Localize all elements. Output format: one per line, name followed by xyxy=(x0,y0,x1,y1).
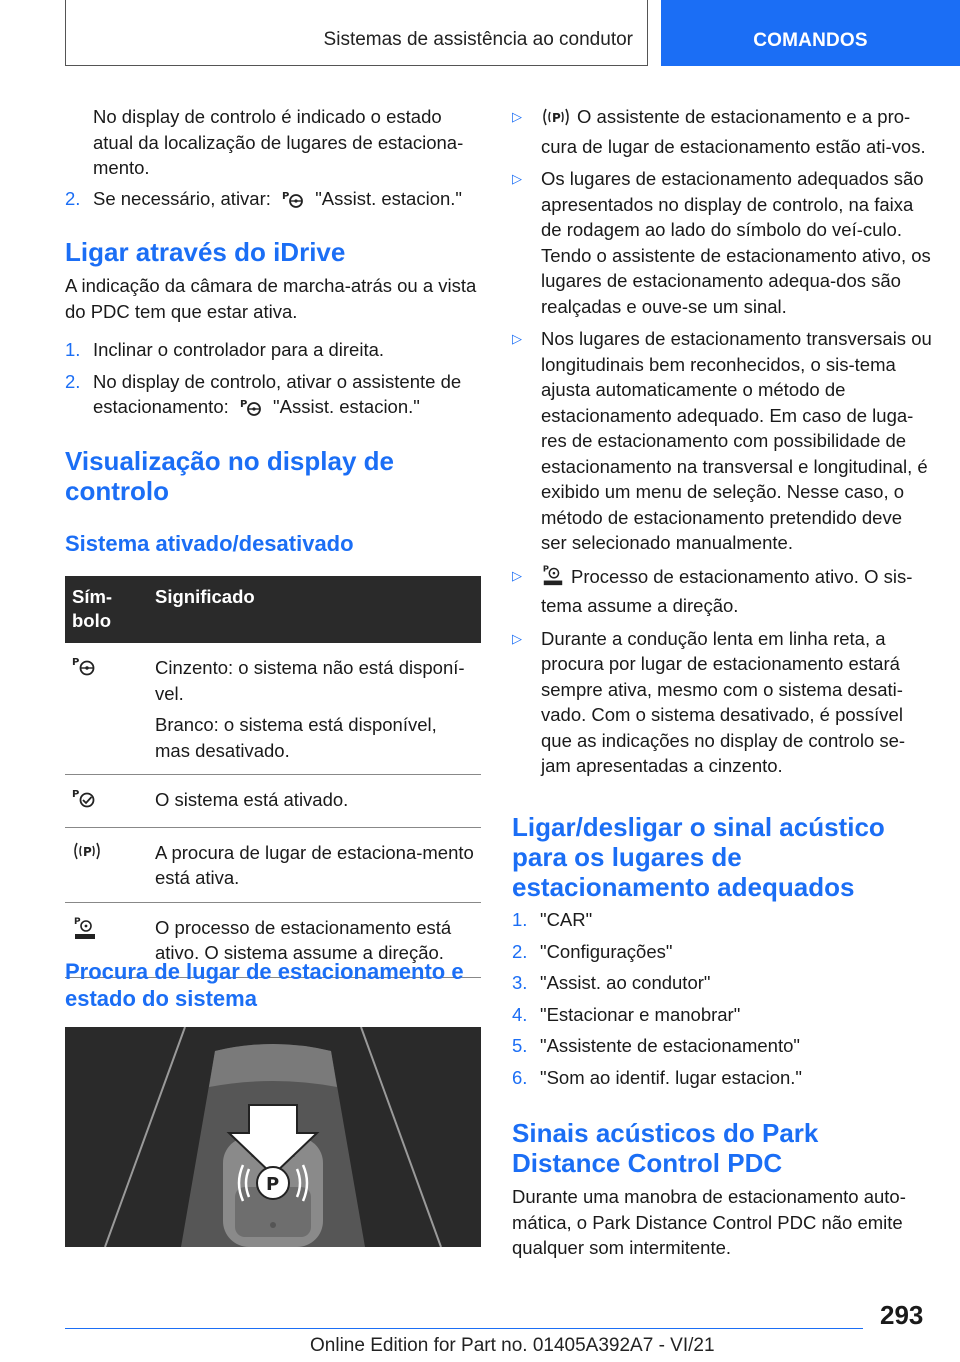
symbol-cell xyxy=(65,775,148,828)
symbol-cell xyxy=(65,827,148,902)
step-number: 1. xyxy=(512,909,528,930)
footer-edition: Online Edition for Part no. 01405A392A7 - VI/21 xyxy=(310,1335,715,1356)
parking-auto-icon xyxy=(541,563,565,594)
step-text: "Configurações" xyxy=(540,940,673,962)
meaning-line: Branco: o sistema está disponível, mas desativado. xyxy=(155,714,437,761)
step-number: 2. xyxy=(512,940,528,962)
step-item xyxy=(512,939,932,965)
step-item xyxy=(512,1033,932,1059)
svg-text:P: P xyxy=(83,844,92,859)
step-number: 2. xyxy=(65,370,81,392)
step-text: "Estacionar e manobrar" xyxy=(540,1003,741,1025)
bullet-text: O assistente de estacionamento e a pro-cura de lugar de estacionamento estão ati-vos. xyxy=(541,106,926,157)
svg-text:P: P xyxy=(72,657,80,668)
step-number: 4. xyxy=(512,1003,528,1025)
idrive-steps xyxy=(65,337,481,424)
parking-search-illustration xyxy=(65,1027,481,1247)
triangle-bullet-icon: ▷ xyxy=(512,109,522,124)
column-header-meaning: Significado xyxy=(148,576,481,643)
triangle-bullet-icon: ▷ xyxy=(512,630,522,646)
parking-search-waves-icon xyxy=(72,845,102,866)
footer-divider xyxy=(65,1328,863,1329)
step-number: 3. xyxy=(512,972,528,993)
heading-idrive: Ligar através do iDrive xyxy=(65,237,346,267)
meaning-line: A procura de lugar de estaciona-mento está ativa. xyxy=(155,841,474,888)
bullet-text: Processo de estacionamento ativo. O sis-tema assume a direção. xyxy=(541,565,913,616)
table-row xyxy=(65,775,481,828)
step-item xyxy=(512,907,932,933)
step-text: "Assistente de estacionamento" xyxy=(540,1035,800,1056)
header-section-box xyxy=(65,0,648,66)
meaning-line: O sistema está ativado. xyxy=(155,789,349,810)
parking-steering-icon xyxy=(72,657,96,681)
heading-pdc: Sinais acústicos do Park Distance Control PDC xyxy=(512,1118,819,1178)
svg-text:P: P xyxy=(542,562,549,573)
triangle-bullet-icon: ▷ xyxy=(512,171,522,186)
step-number: 2. xyxy=(65,188,81,209)
svg-text:P: P xyxy=(552,111,561,125)
status-bullets xyxy=(512,104,932,786)
symbol-cell xyxy=(65,643,148,775)
parking-auto-icon xyxy=(72,916,98,945)
step-text: Se necessário, ativar: xyxy=(93,188,271,209)
step-text: "Assist. ao condutor" xyxy=(540,972,711,993)
step-text: Inclinar o controlador para a direita. xyxy=(93,339,385,360)
step-item xyxy=(65,369,481,424)
step-item xyxy=(512,1065,932,1091)
svg-text:P: P xyxy=(266,1174,280,1195)
heading-display: Visualização no display de controlo xyxy=(65,446,394,506)
page-number: 293 xyxy=(880,1300,924,1330)
parking-steering-icon xyxy=(282,189,304,216)
bullet-text: Durante a condução lenta em linha reta, a procura por lugar de estacionamento estará sempre ativa, mesmo com o sistema desati-vado. Com o sistema desativado, é possível que as indicações no display de controlo se-jam apresentadas a cinzento. xyxy=(541,627,906,776)
bullet-item xyxy=(512,326,932,556)
parking-search-waves-icon xyxy=(541,107,571,134)
step-menu: "Assist. estacion." xyxy=(273,396,420,417)
bullet-item xyxy=(512,104,932,159)
bullet-item xyxy=(512,563,932,619)
svg-text:P: P xyxy=(74,916,81,927)
svg-text:P: P xyxy=(239,399,248,410)
meaning-cell xyxy=(148,827,481,902)
sinal-steps xyxy=(512,907,932,1090)
column-header-symbol: Sím-bolo xyxy=(65,576,148,643)
bullet-text: Nos lugares de estacionamento transversais ou longitudinais bem reconhecidos, o sis-tema ajusta automaticamente o método de estacionamento adequado. Em caso de luga-res de estacionamento com possibilidade de estacionamento na transversal e longitudinal, é exibido um menu de seleção. Nesse caso, o método de estacionamento pretendido deve ser selecionado manualmente. xyxy=(541,328,932,553)
svg-text:P: P xyxy=(72,789,80,800)
step-menu: "Assist. estacion." xyxy=(315,188,462,209)
meaning-cell xyxy=(148,643,481,775)
table-row xyxy=(65,827,481,902)
bullet-item xyxy=(512,166,932,319)
bullet-item xyxy=(512,626,932,779)
parking-steering-check-icon xyxy=(72,789,98,813)
activate-step xyxy=(65,186,481,216)
step-number: 6. xyxy=(512,1066,528,1088)
step-item xyxy=(512,1002,932,1028)
meaning-line: O processo de estacionamento está ativo. O sistema assume a direção. xyxy=(155,916,452,963)
heading-sistema: Sistema ativado/desativado xyxy=(65,531,354,556)
bullet-text: Os lugares de estacionamento adequados são apresentados no display de controlo, na faixa de rodagem ao lado do símbolo do veí-culo. Tendo o assistente de estacionamento ativo, os lugares de estacionamento adequa-dos são realçadas e ouve-se um sinal. xyxy=(541,168,931,317)
parking-steering-icon xyxy=(240,397,262,424)
table-header-row xyxy=(65,576,481,643)
step-number: 1. xyxy=(65,339,81,360)
step-number: 5. xyxy=(512,1035,528,1056)
meaning-cell xyxy=(148,775,481,828)
continued-text: No display de controlo é indicado o estado atual da localização de lugares de estaciona-mento. xyxy=(93,106,464,178)
pdc-text: Durante uma manobra de estacionamento auto-mática, o Park Distance Control PDC não emite qualquer som intermitente. xyxy=(512,1186,906,1258)
heading-sinal: Ligar/desligar o sinal acústico para os lugares de estacionamento adequados xyxy=(512,812,885,902)
header-section-title: Sistemas de assistência ao condutor xyxy=(323,29,633,50)
header-chapter-tab: COMANDOS xyxy=(661,0,960,66)
svg-text:P: P xyxy=(282,191,290,202)
meaning-line: Cinzento: o sistema não está disponí-vel. xyxy=(155,657,465,704)
triangle-bullet-icon: ▷ xyxy=(512,331,522,346)
heading-procura: Procura de lugar de estacionamento e estado do sistema xyxy=(65,959,464,1011)
step-item xyxy=(65,337,481,363)
step-item xyxy=(65,186,481,216)
page-header xyxy=(0,0,960,66)
step-text: "CAR" xyxy=(540,909,593,930)
triangle-bullet-icon: ▷ xyxy=(512,567,522,583)
step-text: "Som ao identif. lugar estacion." xyxy=(540,1066,802,1088)
symbol-table xyxy=(65,576,481,978)
step-item xyxy=(512,970,932,996)
idrive-intro: A indicação da câmara de marcha-atrás ou a vista do PDC tem que estar ativa. xyxy=(65,275,477,322)
step-text: No display de controlo, ativar o assistente de estacionamento: xyxy=(93,370,462,417)
table-row xyxy=(65,643,481,775)
